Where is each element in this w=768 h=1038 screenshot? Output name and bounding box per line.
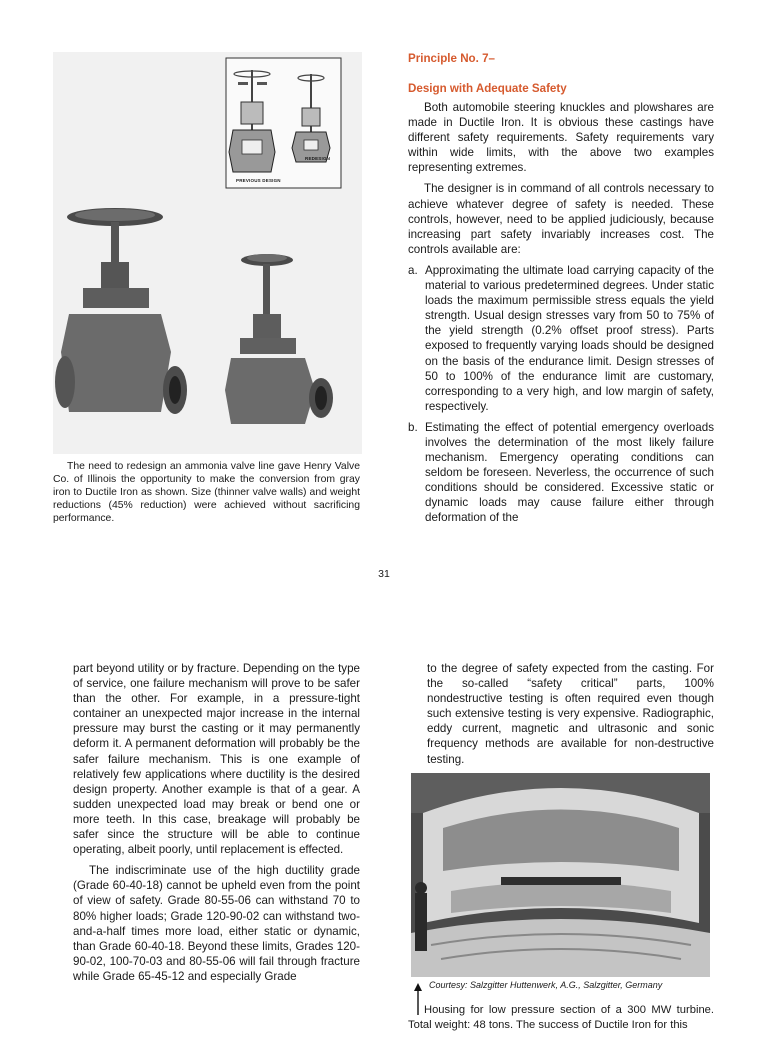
diagram-label-redesign: REDESIGN (305, 156, 331, 161)
list-marker: b. (408, 420, 418, 434)
valve-illustration (53, 52, 362, 454)
nondestructive-testing-paragraph: to the degree of safety expected from the casting. For the so-called “safety critical” parts, 100% nondestructive testing is often required even though such extensive testing is very expensive. Radiographic, eddy current, magnetic and ultrasonic and sonic frequency methods are available for non-destructive testing. (427, 662, 714, 766)
principle-heading: Principle No. 7– (408, 52, 495, 65)
list-item-b (408, 420, 714, 526)
section-heading: Design with Adequate Safety (408, 82, 567, 95)
bottom-right-column (427, 661, 714, 773)
valve-caption-text: The need to redesign an ammonia valve line gave Henry Valve Co. of Illinois the opportunity to make the conversion from gray iron to Ductile Iron as shown. Size (thinner valve walls) and weight reductions (45% reduction) were achieved without sacrificing performance. (53, 461, 360, 524)
photo-credit: Courtesy: Salzgitter Huttenwerk, A.G., Salzgitter, Germany (429, 980, 663, 990)
valve-caption (53, 460, 360, 525)
page-number: 31 (378, 568, 390, 580)
turbine-photo (411, 773, 710, 977)
principle-column (408, 52, 714, 532)
list-item-text: Approximating the ultimate load carrying capacity of the material to various predetermined degrees. Under static loads the maximum permissible stress equals the yield strength. Usual design stresses vary from 50 to 75% of the yield strength (0.2% offset proof stress). Parts exposed to frequently varying loads should be designed on the basis of the endurance limit. Design stresses of 50 to 100% of the endurance limit are customary, corresponding to a very high, and low margin of safety, respectively. (425, 263, 714, 413)
large-valve-photo (55, 208, 187, 414)
cross-section-diagram (226, 58, 341, 188)
controls-paragraph: The designer is in command of all controls necessary to achieve whatever degree of safety is needed. These controls, however, need to be applied judiciously, because increasing part safety invariably increases cost. The controls available are: (408, 182, 714, 256)
list-marker: a. (408, 263, 418, 277)
ductility-grade-paragraph: The indiscriminate use of the high ductility grade (Grade 60-40-18) cannot be upheld even from the point of view of safety. Grade 80-55-06 can withstand 70 to 80% higher loads; Grade 120-90-02 can withstand two-and-a-half times more load, either static or dynamic, than Grade 60-40-18. Beyond these limits, Grades 120-90-02, 100-70-03 and 80-55-06 will fail through fracture while Grade 65-45-12 and especially Grade (73, 864, 360, 983)
intro-paragraph: Both automobile steering knuckles and plowshares are made in Ductile Iron. It is obvious these castings have different safety requirements. Safety requirements vary within wide limits, with the above two examples representing extremes. (408, 101, 714, 175)
small-valve-photo (225, 254, 333, 424)
diagram-label-previous: PREVIOUS DESIGN (236, 178, 281, 183)
valve-figure (53, 52, 362, 454)
bottom-left-column (73, 661, 360, 990)
list-item-text: Estimating the effect of potential emergency overloads involves the determination of the most likely failure mechanism. Emergency operating conditions can seldom be foreseen. Neverless, the occurrence of such conditions should be considered. Excessive static or dynamic loads may cause failure either through deformation of the (425, 420, 714, 525)
turbine-housing-illustration (411, 773, 710, 977)
list-item-a (408, 263, 714, 414)
turbine-caption (408, 1003, 714, 1038)
failure-mechanism-paragraph: part beyond utility or by fracture. Depending on the type of service, one failure mechanism will prove to be safer than the other. For example, in a pressure-tight container an unexpected major increase in the internal pressure may burst the casting or it may permanently deform it. A permanent deformation will probably be the safer failure mechanism. This is one example of relatively few applications where ductility is the desired design property. Another example is that of a gear. A sudden unexpected load may break or bend one or more teeth. In this case, breakage will probably be safer since the structure will be able to continue operating, albeit poorly, until replacement is effected. (73, 662, 360, 857)
turbine-caption-text: Housing for low pressure section of a 300 MW turbine. Total weight: 48 tons. The success of Ductile Iron for this (408, 1004, 714, 1031)
